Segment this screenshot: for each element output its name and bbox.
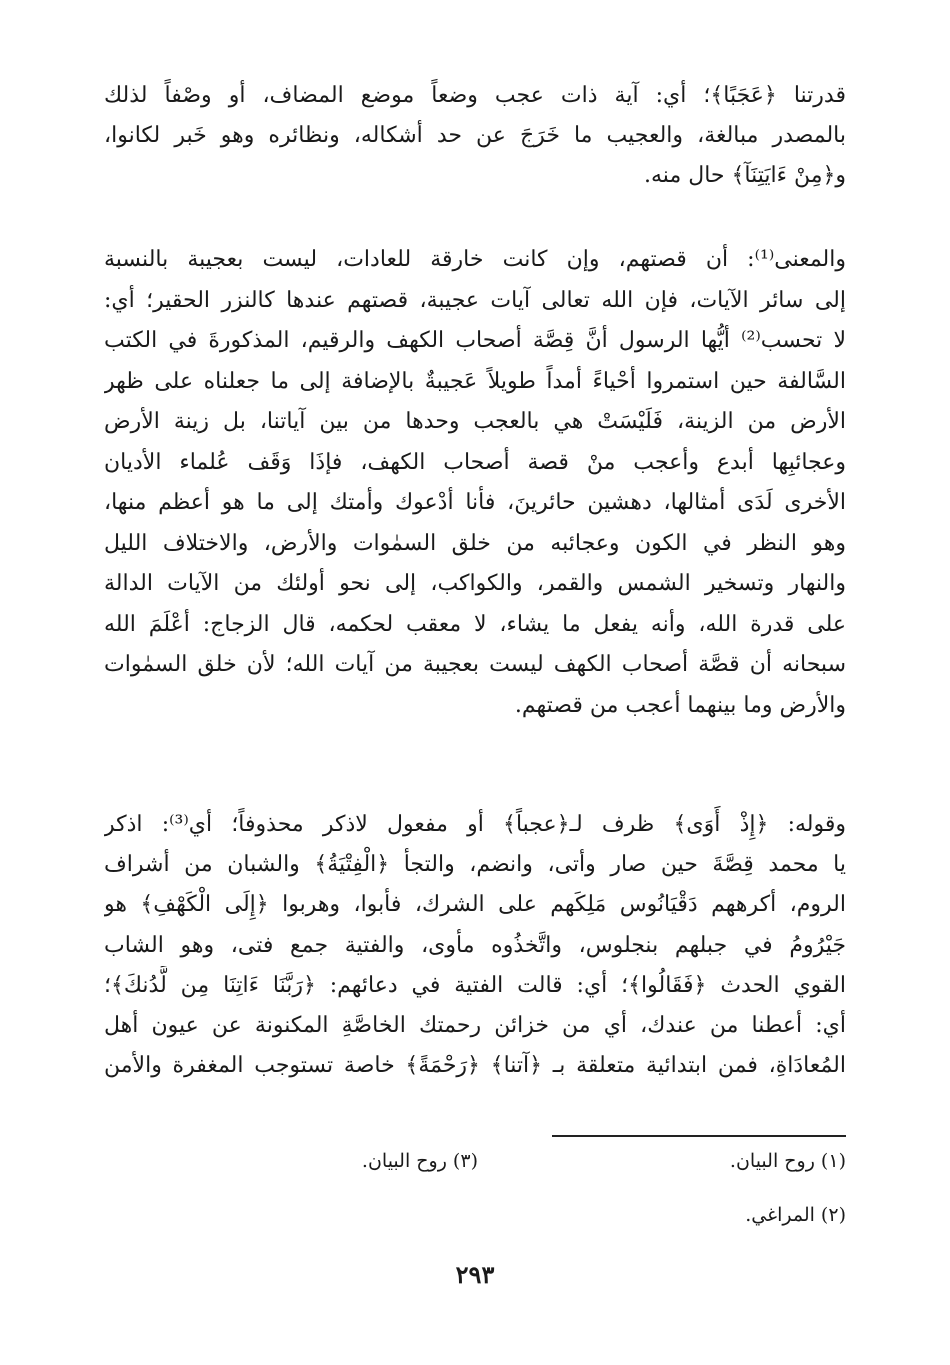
- text-line: السَّالفة حين استمروا أحْياءً أمداً طويلاً عَجيبةٌ بالإضافة إلى ما جعلناه على ظهر: [104, 368, 846, 394]
- footnote-1: (١) روح البيان.: [729, 1150, 846, 1172]
- text-line: قدرتنا ﴿عَجَبًا﴾؛ أي: آية ذات عجب وضعاً موضع المضاف، أو وصْفاً لذلك: [104, 83, 846, 108]
- text-line: القوي الحدث ﴿فَقَالُوا﴾؛ أي: قالت الفتية في دعائهم: ﴿رَبَّنَا ءَاتِنَا مِن لَّدُنكَ﴾؛: [104, 972, 846, 998]
- text-line: وهو النظر في الكون وعجائبه من خلق السمٰوات والأرض، والاختلاف الليل: [104, 530, 846, 556]
- text-line: وقوله: ﴿إِذْ أَوَى﴾ ظرف لـ﴿عجباً﴾ أو مفعول لاذكر محذوفاً؛ أي⁽³⁾: اذكر: [104, 812, 846, 837]
- footnote-divider: [552, 1135, 846, 1137]
- paragraph-1: [104, 76, 846, 196]
- text-line: و﴿مِنْ ءَايَتِنَآ﴾ حال منه.: [644, 163, 846, 188]
- text-line: المُعادَاةِ، فمن ابتدائية متعلقة بـ ﴿آتنا﴾ ﴿رَحْمَةً﴾ خاصة تستوجب المغفرة والأمن: [104, 1053, 846, 1079]
- text-line: والمعنى⁽¹⁾: أن قصتهم، وإن كانت خارقة للعادات، ليست بعجيبة بالنسبة: [104, 247, 846, 272]
- text-line: جَيْرُومُ في جبلهم بنجلوس، واتَّخذُوه مأوى، والفتية جمع فتى، وهو الشاب: [104, 932, 846, 958]
- paragraph-3: [104, 805, 846, 1086]
- text-line: بالمصدر مبالغة، والعجيب ما خَرَجَ عن حد أشكاله، ونظائره وهو خَبر لكانوا،: [104, 123, 846, 148]
- paragraph-2: [104, 240, 846, 726]
- text-line: سبحانه أن قصَّة أصحاب الكهف ليست بعجيبة من آيات الله؛ لأن خلق السمٰوات: [104, 652, 846, 677]
- text-line: إلى سائر الآيات، فإن الله تعالى آيات عجيبة، قصتهم عندها كالنزر الحقير؛ أي:: [104, 287, 846, 313]
- text-line: يا محمد قِصَّةَ حين صار وأتى، وانضم، والتجأ ﴿الْفِتْيَةُ﴾ والشبان من أشراف: [104, 852, 846, 878]
- text-line: وعجائبِها أبدع وأعجب منْ قصة أصحاب الكهف، فإذَا وَقَف عُلماء الأديان: [104, 449, 846, 475]
- text-line: على قدرة الله، وأنه يفعل ما يشاء، لا معقب لحكمه، قال الزجاج: أعْلَمَ الله: [104, 611, 846, 637]
- text-line: والنهار وتسخير الشمس والقمر، والكواكب، إلى نحو أولئك من الآيات الدالة: [104, 571, 846, 596]
- text-line: الأخرى لَدَى أمثالها، دهشين حائرينَ، فأنا أدْعوك وأمتك إلى ما هو أعظم منها،: [104, 490, 846, 515]
- text-line: والأرض وما بينهما أعجب من قصتهم.: [514, 692, 846, 718]
- page-number: ٢٩٣: [455, 1260, 495, 1289]
- text-line: الروم، أكرههم دَقْيَانُوس مَلِكَهم على الشرك، فأبوا، وهربوا ﴿إِلَى الْكَهْفِ﴾ هو: [104, 892, 846, 918]
- text-line: الأرض من الزينة، فَلَيْسَتْ هي بالعجب وحدها من بين آياتنا، بل زينة الأرض: [104, 409, 846, 434]
- footnote-3: (٣) روح البيان.: [361, 1150, 478, 1172]
- text-line: أي: أعطنا من عندك، أي من خزائن رحمتك الخاصَّةِ المكنونة عن عيون أهل: [104, 1012, 846, 1038]
- text-line: لا تحسب⁽²⁾ أيُّها الرسول أنَّ قِصَّة أصحاب الكهف والرقيم، المذكورةَ في الكتب: [104, 328, 846, 353]
- footnote-2: (٢) المراغي.: [745, 1204, 846, 1226]
